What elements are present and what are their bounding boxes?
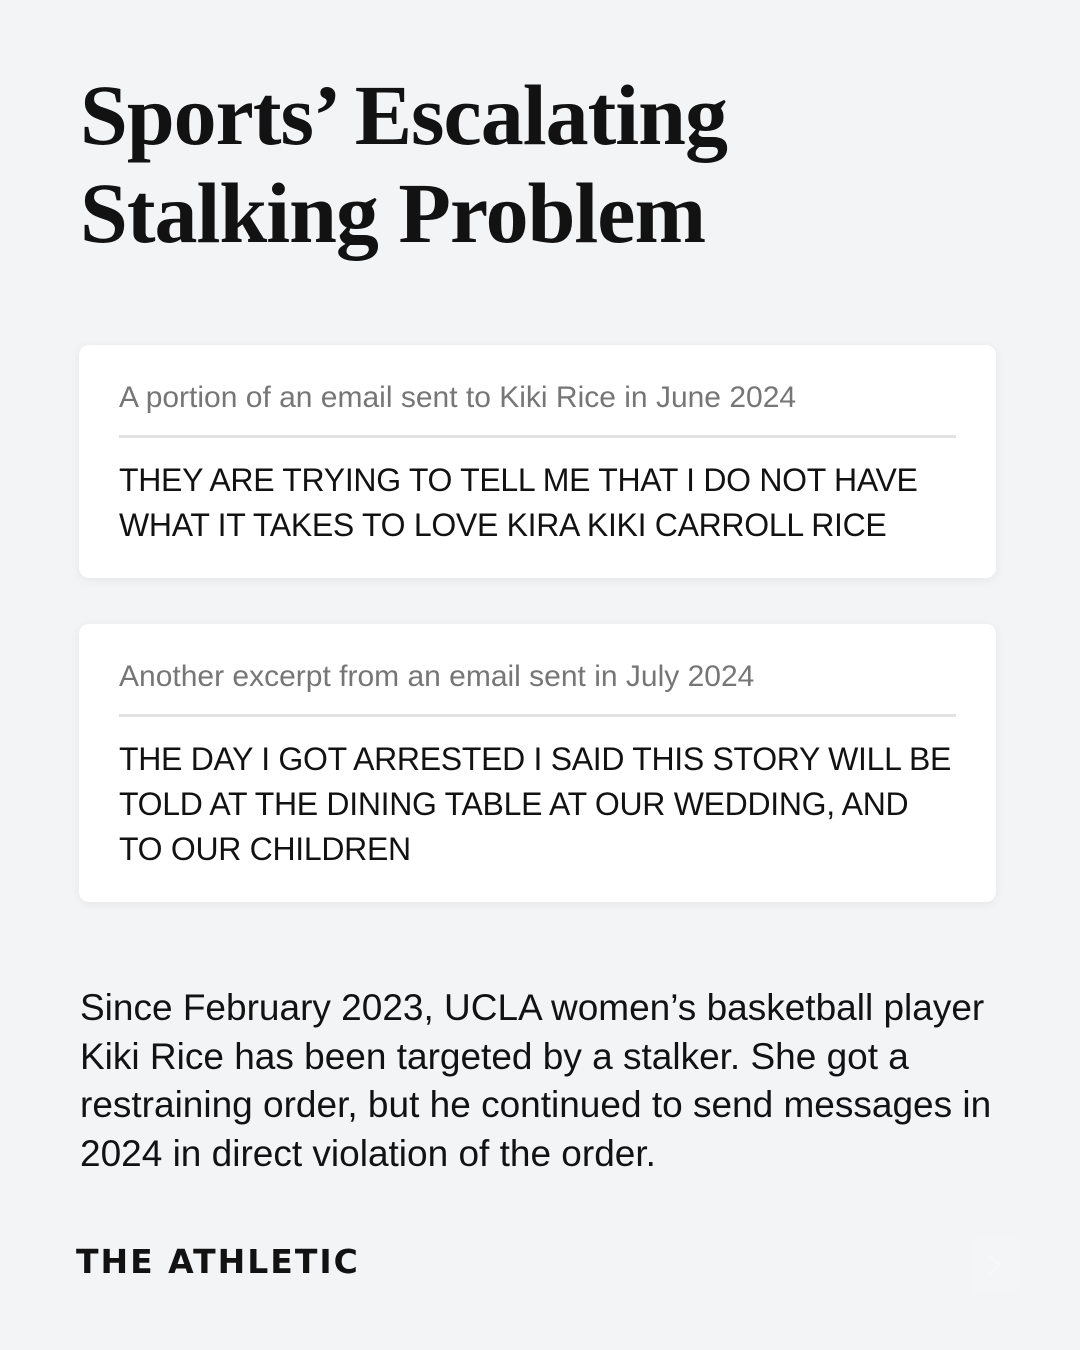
email-excerpt-card-2: [79, 624, 996, 902]
summary-text: Since February 2023, UCLA women’s basketball player Kiki Rice has been targeted by a stalker. She got a restraining order, but he continued to send messages in 2024 in direct violation of the order.: [80, 987, 992, 1174]
carousel-next-icon[interactable]: [972, 1236, 1018, 1294]
headline-line-2: Stalking Problem: [80, 165, 706, 261]
email-excerpt-caption: A portion of an email sent to Kiki Rice in June 2024: [119, 345, 956, 438]
email-excerpt-quote: THEY ARE TRYING TO TELL ME THAT I DO NOT HAVE WHAT IT TAKES TO LOVE KIRA KIKI CARROLL RICE: [119, 462, 918, 543]
email-excerpt-quote: THE DAY I GOT ARRESTED I SAID THIS STORY WILL BE TOLD AT THE DINING TABLE AT OUR WEDDING, AND TO OUR CHILDREN: [119, 741, 952, 867]
email-excerpt-card-1: [79, 345, 996, 578]
headline-line-1: Sports’ Escalating: [80, 67, 727, 163]
brand-logo: THE ATHLETIC: [76, 1242, 360, 1281]
headline: [80, 66, 980, 262]
email-excerpt-caption: Another excerpt from an email sent in July 2024: [119, 624, 956, 717]
